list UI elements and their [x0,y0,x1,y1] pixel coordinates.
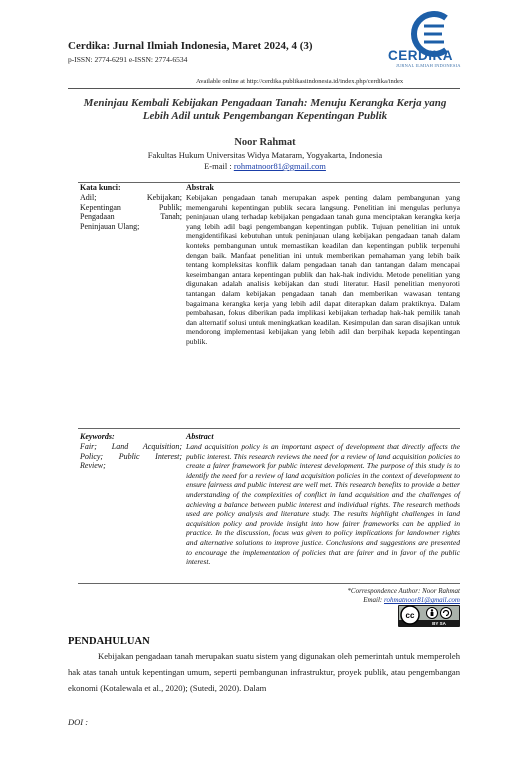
section-heading: PENDAHULUAN [68,636,150,647]
keywords-heading-en: Keywords: [80,432,115,441]
abstract-separator-rule [78,428,460,429]
abstract-heading-id: Abstrak [186,183,215,192]
abstract-text-en: Land acquisition policy is an important aspect of development that directly affects the public interest. This research reviews the need for a review of land acquisition policies to create a fairer framework for public interest development. The purpose of this study is to identify the need for a review of land acquisition policies in the context of development to ensure fairness and public interest are well met. This research benefits to provide a better understanding of the complexities of conflict in land acquisition and the challenges of achieving a balance between public interest and individual rights. The research methods used are policy analysis and literature study. The results highlight challenges in land acquisition policy and provide insight into how fairer frameworks can be applied in practice. In the discussion, focus was given to policy implications for landowner rights and alternative solutions to improve justice. Conclusions and suggestions are presented to encourage the implementation of policies that are fairer and in favor of the public interest. [186,442,460,567]
header-divider [68,88,460,89]
intro-paragraph [68,648,460,696]
keyword-item: Policy; Public Interest; [80,451,182,461]
author-affiliation: Fakultas Hukum Universitas Widya Mataram, Yogyakarta, Indonesia [147,150,383,160]
intro-text: Kebijakan pengadaan tanah merupakan suatu sistem yang digunakan oleh pemerintah untuk memperoleh hak atas tanah untuk kepentingan umum, seperti pembangunan infrastruktur, proyek publik, atau pengembangan ekonomi (Kotalewala et al., 2020); (Sutedi, 2020). Dalam [68,651,460,693]
keyword-item: Kepentingan Publik; [80,202,182,212]
logo-wordmark: CERDIKA [388,48,454,63]
correspondence-email-label: Email: [363,596,384,604]
author-name: Noor Rahmat [234,137,296,148]
doi-label: DOI : [68,717,89,727]
by-sa-text: BY SA [432,621,446,626]
online-availability: Available online at http://cerdika.publikasiindonesia.id/index.php/cerdika/index [196,78,404,85]
keyword-item: Review; [80,461,106,471]
journal-citation: Cerdika: Jurnal Ilmiah Indonesia, Maret 2024, 4 (3) [68,40,313,52]
abstract-heading-en: Abstract [186,432,214,441]
cc-by-sa-license-icon[interactable] [398,605,460,627]
keyword-item: Pengadaan Tanah; [80,212,182,222]
cc-text: cc [405,611,415,620]
title-line-1: Meninjau Kembali Kebijakan Pengadaan Tanah: Menuju Kerangka Kerja yang [83,97,447,109]
keyword-item: Fair; Land Acquisition; [80,442,182,451]
keyword-item: Adil; Kebijakan; [80,193,182,202]
title-line-2: Lebih Adil untuk Pengembangan Kepentingan Publik [142,110,388,122]
article-title [68,97,462,123]
abstract-text-id: Kebijakan pengadaan tanah merupakan aspek penting dalam pembangunan yang memengaruhi kepentingan publik secara langsung. Penelitian ini mengulas perlunya peninjauan ulang terhadap kebijakan pengadaan tanah guna menciptakan kerangka kerja yang lebih adil bagi pengembangan kepentingan publik. Tujuan penelitian ini untuk mengidentifikasi kebutuhan untuk peninjauan ulang kebijakan pengadaan tanah dalam konteks pembangunan untuk memastikan keadilan dan kepentingan publik terpenuhi dengan baik. Manfaat penelitian ini untuk memberikan pemahaman yang lebih baik tentang kompleksitas konflik dalam pengadaan tanah dan tantangan dalam mencapai keseimbangan antara kepentingan publik dan hak-hak individu. Metode penelitian yang digunakan adalah analisis kebijakan dan studi literatur. Hasil penelitian menyoroti tantangan dalam kebijakan pengadaan tanah dan memberikan wawasan tentang bagaimana kerangka kerja yang lebih adil dapat diterapkan dalam praktiknya. Dalam pembahasan, fokus diberikan pada implikasi kebijakan terhadap hak-hak pemilik tanah dan alternatif solusi untuk meningkatkan keadilan. Kesimpulan dan saran disajikan untuk mendorong implementasi kebijakan yang lebih adil dan berpihak kepada kepentingan publik. [186,193,460,346]
keywords-heading-id: Kata kunci: [80,183,121,192]
author-email-line [68,161,462,171]
issn-line: p-ISSN: 2774-6291 e-ISSN: 2774-6534 [68,55,188,64]
keyword-item: Peninjauan Ulang; [80,221,140,231]
author-email-link[interactable]: rohmatnoor81@gmail.com [233,161,326,171]
email-label: E-mail : [204,161,234,171]
correspondence-email-link[interactable]: rohmatnoor81@gmail.com [384,596,460,604]
keywords-list-en [80,442,182,471]
abstract-bottom-rule [78,583,460,584]
keywords-list-id [80,193,182,231]
correspondence-author: *Correspondence Author: Noor Rahmat [347,587,460,595]
correspondence-email-line [250,596,460,604]
logo-subtitle: JURNAL ILMIAH INDONESIA [396,63,461,68]
abstract-top-rule [78,182,460,183]
